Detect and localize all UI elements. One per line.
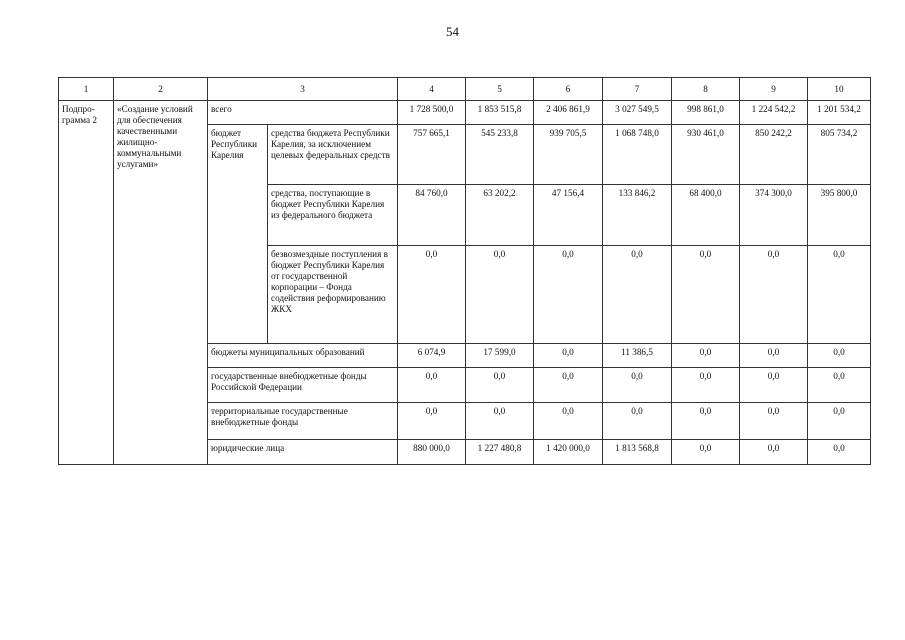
value-cell: 545 233,8 <box>466 125 534 185</box>
row-label: безвозмездные поступления в бюджет Республики Карелия от государственной корпорации – Фонда содействия реформированию ЖКХ <box>268 246 398 344</box>
value-cell: 0,0 <box>740 344 808 368</box>
value-cell: 0,0 <box>740 246 808 344</box>
header-cell: 1 <box>59 78 114 101</box>
row-label: средства бюджета Республики Карелия, за исключением целевых федеральных средств <box>268 125 398 185</box>
value-cell: 0,0 <box>466 403 534 440</box>
value-cell: 757 665,1 <box>398 125 466 185</box>
table-row <box>59 101 871 125</box>
value-cell: 0,0 <box>672 403 740 440</box>
value-cell: 11 386,5 <box>603 344 672 368</box>
program-code: Подпро-грамма 2 <box>59 101 114 465</box>
value-cell: 0,0 <box>534 246 603 344</box>
value-cell: 0,0 <box>672 368 740 403</box>
program-name: «Создание условий для обеспечения качественными жилищно-коммунальными услугами» <box>114 101 208 465</box>
value-cell: 1 728 500,0 <box>398 101 466 125</box>
value-cell: 2 406 861,9 <box>534 101 603 125</box>
value-cell: 1 201 534,2 <box>808 101 871 125</box>
value-cell: 68 400,0 <box>672 185 740 246</box>
value-cell: 1 853 515,8 <box>466 101 534 125</box>
value-cell: 0,0 <box>534 403 603 440</box>
header-cell: 4 <box>398 78 466 101</box>
header-cell: 7 <box>603 78 672 101</box>
value-cell: 0,0 <box>740 403 808 440</box>
row-label: территориальные государственные внебюджетные фонды <box>208 403 398 440</box>
value-cell: 0,0 <box>398 246 466 344</box>
header-cell: 9 <box>740 78 808 101</box>
value-cell: 939 705,5 <box>534 125 603 185</box>
value-cell: 1 068 748,0 <box>603 125 672 185</box>
value-cell: 0,0 <box>603 403 672 440</box>
value-cell: 374 300,0 <box>740 185 808 246</box>
value-cell: 0,0 <box>534 368 603 403</box>
header-cell: 10 <box>808 78 871 101</box>
value-cell: 47 156,4 <box>534 185 603 246</box>
value-cell: 930 461,0 <box>672 125 740 185</box>
value-cell: 1 420 000,0 <box>534 440 603 465</box>
value-cell: 0,0 <box>534 344 603 368</box>
value-cell: 63 202,2 <box>466 185 534 246</box>
value-cell: 0,0 <box>672 344 740 368</box>
header-cell: 8 <box>672 78 740 101</box>
value-cell: 17 599,0 <box>466 344 534 368</box>
regional-budget-label: бюджет Республики Карелия <box>208 125 268 344</box>
value-cell: 0,0 <box>603 246 672 344</box>
value-cell: 0,0 <box>808 246 871 344</box>
value-cell: 0,0 <box>398 368 466 403</box>
value-cell: 0,0 <box>466 368 534 403</box>
value-cell: 0,0 <box>672 246 740 344</box>
header-cell: 3 <box>208 78 398 101</box>
value-cell: 0,0 <box>603 368 672 403</box>
value-cell: 0,0 <box>808 403 871 440</box>
value-cell: 0,0 <box>398 403 466 440</box>
header-cell: 6 <box>534 78 603 101</box>
value-cell: 0,0 <box>740 440 808 465</box>
value-cell: 0,0 <box>808 344 871 368</box>
value-cell: 0,0 <box>740 368 808 403</box>
value-cell: 1 227 480,8 <box>466 440 534 465</box>
value-cell: 0,0 <box>808 440 871 465</box>
value-cell: 3 027 549,5 <box>603 101 672 125</box>
row-label: государственные внебюджетные фонды Российской Федерации <box>208 368 398 403</box>
value-cell: 1 224 542,2 <box>740 101 808 125</box>
value-cell: 998 861,0 <box>672 101 740 125</box>
value-cell: 0,0 <box>466 246 534 344</box>
header-cell: 5 <box>466 78 534 101</box>
value-cell: 0,0 <box>808 368 871 403</box>
value-cell: 1 813 568,8 <box>603 440 672 465</box>
value-cell: 84 760,0 <box>398 185 466 246</box>
value-cell: 880 000,0 <box>398 440 466 465</box>
row-label: юридические лица <box>208 440 398 465</box>
value-cell: 395 800,0 <box>808 185 871 246</box>
row-label: средства, поступающие в бюджет Республики Карелия из федерального бюджета <box>268 185 398 246</box>
value-cell: 133 846,2 <box>603 185 672 246</box>
value-cell: 0,0 <box>672 440 740 465</box>
row-label: бюджеты муниципальных образований <box>208 344 398 368</box>
header-row <box>59 78 871 101</box>
budget-table <box>58 77 871 465</box>
page-number: 54 <box>446 24 459 39</box>
value-cell: 6 074,9 <box>398 344 466 368</box>
value-cell: 850 242,2 <box>740 125 808 185</box>
header-cell: 2 <box>114 78 208 101</box>
value-cell: 805 734,2 <box>808 125 871 185</box>
row-label: всего <box>208 101 398 125</box>
